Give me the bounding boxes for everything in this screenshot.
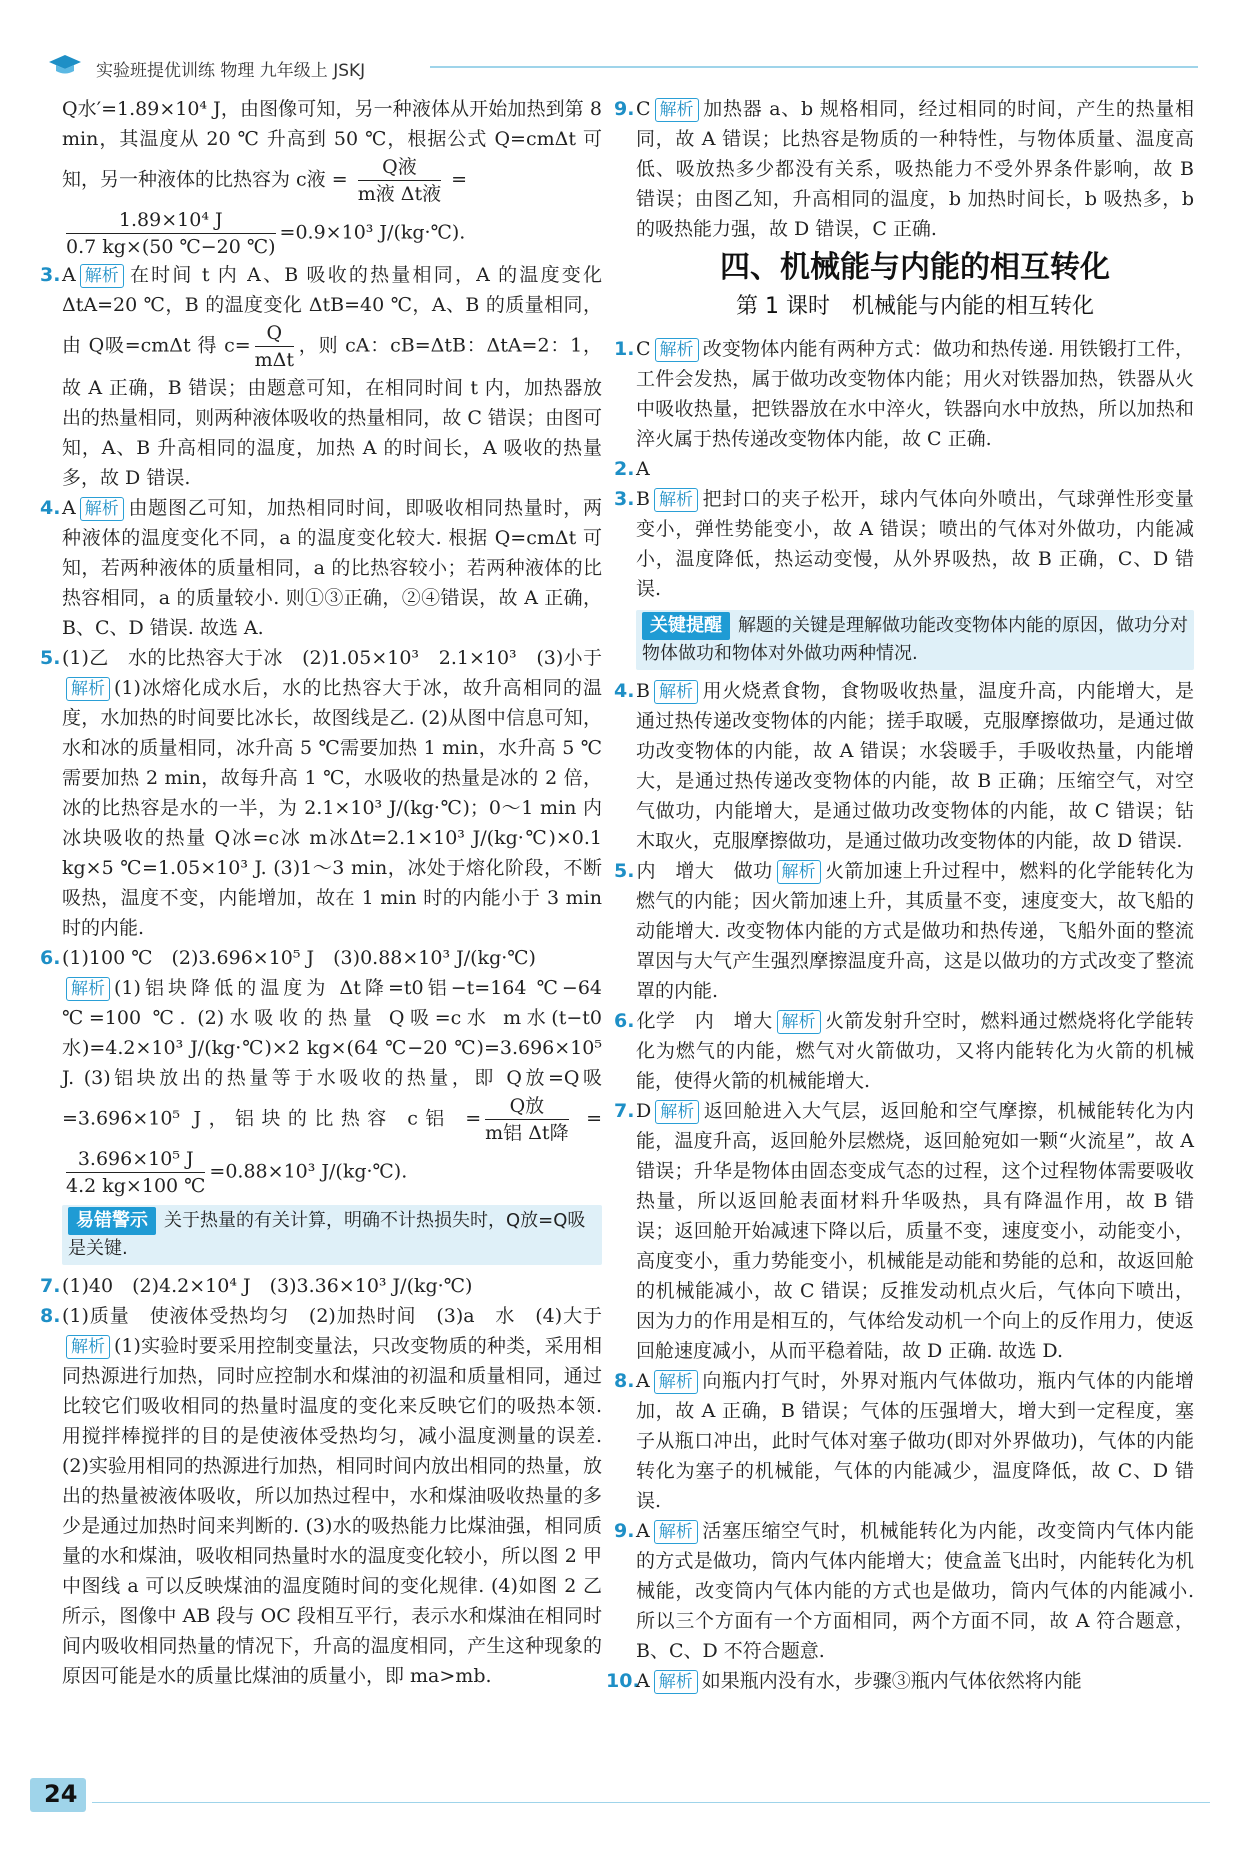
graduation-cap-icon <box>48 54 82 76</box>
answer-item-8: 8.A 解析 向瓶内打气时，外界对瓶内气体做功，瓶内气体的内能增加，故 A 正确，B 错误；气体的压强增大，增大到一定程度，塞子从瓶口冲出，此时气体对塞子做功(即对外界做功)，气体的内能转化为塞子的机械能，气体的内能减少，温度降低，故 C、D 错误. <box>614 1370 1194 1512</box>
header-divider <box>430 66 1198 68</box>
fraction: $\frac{\text{Q放}}{\text{m铝 Δt降}}$ <box>485 1095 569 1144</box>
fraction: $\frac{\text{1.89×10⁴ J}}{0.7 kg\times(50 ℃-20 ℃)}$ <box>66 209 276 258</box>
analysis-tag: 解析 <box>654 488 698 512</box>
answer-item-4: 4.B 解析 用火烧煮食物，食物吸收热量，温度升高，内能增大，是通过热传递改变物体的内能；搓手取暖，克服摩擦做功，是通过做功改变物体的内能，故 A 错误；水袋暖手，手吸收热量，内能增大，是通过热传递改变物体的内能，故 B 正确；压缩空气，对空气做功，内能增大，是通过做功改变物体的内能，故 C 错误；钻木取火，克服摩擦做功，是通过做功改变物体的内能，故 D 错误. <box>614 680 1194 852</box>
answer-item-9: 9.A 解析 活塞压缩空气时，机械能转化为内能，改变筒内气体内能的方式是做功，筒内气体内能增大；使盒盖飞出时，内能转化为机械能，改变筒内气体内能的方式也是做功，筒内气体的内能减小. 所以三个方面有一个方面相同，两个方面不同，故 A 符合题意，B、C、D 不符合题意. <box>614 1520 1194 1662</box>
analysis-tag: 解析 <box>777 1010 821 1034</box>
analysis-tag: 解析 <box>80 497 124 521</box>
left-column <box>40 94 602 1691</box>
analysis-tag: 解析 <box>777 860 821 884</box>
answer-item-6: 6.(1)100 ℃ (2)3.696×10⁵ J (3)0.88×10³ J/(kg·℃) 解析 (1)铝块降低的温度为 Δt降=t0铝−t=164 ℃−64 ℃=100 ℃. (2)水吸收的热量 Q吸=c水 m水(t−t0水)=4.2×10³ J/(kg·℃)×2 kg×(64 ℃−20 ℃)=3.696×10⁵ J. (3)铝块放出的热量等于水吸收的热量，即 Q放=Q吸=3.696×10⁵ J，铝块的比热容 c铝 = $\frac{\text{Q放}}{\text{m铝 Δt降}}$ = $\frac{\text{3.696×10⁵ J}}{4.2 kg\times 100 ℃}$ =0.88×10³ J/(kg·℃). <box>40 947 602 1197</box>
analysis-tag: 解析 <box>655 338 699 362</box>
answer-item-3: 3.B 解析 把封口的夹子松开，球内气体向外喷出，气球弹性形变量变小，弹性势能变小，故 A 错误；喷出的气体对外做功，内能减小，温度降低，热运动变慢，从外界吸热，故 B 正确，C、D 错误. <box>614 488 1194 600</box>
page-number: 24 <box>44 1780 78 1808</box>
tip-label: 易错警示 <box>68 1207 156 1235</box>
analysis-tag: 解析 <box>654 1520 698 1544</box>
tip-label: 关键提醒 <box>642 612 730 640</box>
answer-item-9: 9.C 解析 加热器 a、b 规格相同，经过相同的时间，产生的热量相同，故 A 错误；比热容是物质的一种特性，与物体质量、温度高低、吸放热多少都没有关系，吸热能力不受外界条件影响，故 B 错误；由图乙知，升高相同的温度，b 加热时间长，b 吸热多，b 的吸热能力强，故 D 错误，C 正确. <box>614 98 1194 240</box>
fraction: $\frac{Q}{\text{mΔt}}$ <box>254 322 295 371</box>
lesson-title: 第 1 课时 机械能与内能的相互转化 <box>736 294 1094 319</box>
error-warning-box: 易错警示 关于热量的有关计算，明确不计热损失时，Q放=Q吸是关键. <box>62 1205 602 1265</box>
analysis-tag: 解析 <box>654 1370 698 1394</box>
footer-divider <box>92 1802 1210 1803</box>
right-column <box>606 94 1194 1696</box>
page-header <box>48 52 1198 82</box>
analysis-tag: 解析 <box>654 680 698 704</box>
page-number-badge <box>30 1778 90 1816</box>
answer-item-2: 2.A <box>614 458 650 480</box>
answer-item-5: 5.(1)乙 水的比热容大于冰 (2)1.05×10³ 2.1×10³ (3)小于解析 (1)冰熔化成水后，水的比热容大于冰，故升高相同的温度，水加热的时间要比冰长，故图线是乙. (2)从图中信息可知，水和冰的质量相同，冰升高 5 ℃需要加热 1 min，水升高 5 ℃需要加热 2 min，故每升高 1 ℃，水吸收的热量是冰的 2 倍，冰的比热容是水的一半，为 2.1×10³ J/(kg·℃)；0～1 min 内冰块吸收的热量 Q冰=c冰 m冰Δt=2.1×10³ J/(kg·℃)×0.1 kg×5 ℃=1.05×10³ J. (3)1～3 min，冰处于熔化阶段，不断吸热，温度不变，内能增加，故在 1 min 时的内能小于 3 min 时的内能. <box>40 647 602 939</box>
answer-item-10: 10.A 解析 如果瓶内没有水，步骤③瓶内气体依然将内能 <box>606 1670 1082 1692</box>
fraction: $\frac{\text{Q液}}{\text{m液 Δt液}}$ <box>357 156 442 205</box>
section-title: 四、机械能与内能的相互转化 <box>720 250 1110 285</box>
analysis-tag: 解析 <box>66 677 110 701</box>
analysis-tag: 解析 <box>654 1670 698 1694</box>
answer-item-7: 7.D 解析 返回舱进入大气层，返回舱和空气摩擦，机械能转化为内能，温度升高，返回舱外层燃烧，返回舱宛如一颗“火流星”，故 A 错误；升华是物体由固态变成气态的过程，这个过程物体需要吸收热量，所以返回舱表面材料升华吸热，具有降温作用，故 B 错误；返回舱开始减速下降以后，质量不变，速度变小，动能变小，高度变小，重力势能变小，机械能是动能和势能的总和，故返回舱的机械能减小，故 C 错误；反推发动机点火后，气体向下喷出，因为力的作用是相互的，气体给发动机一个向上的反作用力，使返回舱速度减小，从而平稳着陆，故 D 正确. 故选 D. <box>614 1100 1194 1362</box>
fraction: $\frac{\text{3.696×10⁵ J}}{4.2 kg\times 100 ℃}$ <box>66 1148 206 1197</box>
answer-item-4: 4.A 解析 由题图乙可知，加热相同时间，即吸收相同热量时，两种液体的温度变化不同，a 的温度变化较大. 根据 Q=cmΔt 可知，若两种液体的质量相同，a 的比热容较小；若两种液体的比热容相同，a 的质量较小. 则①③正确，②④错误，故 A 正确，B、C、D 错误. 故选 A. <box>40 497 602 639</box>
analysis-tag: 解析 <box>66 977 110 1001</box>
answer-item-7: 7.(1)40 (2)4.2×10⁴ J (3)3.36×10³ J/(kg·℃) <box>40 1275 473 1297</box>
analysis-tag: 解析 <box>655 98 699 122</box>
answer-item-5: 5.内 增大 做功 解析 火箭加速上升过程中，燃料的化学能转化为燃气的内能；因火箭加速上升，其质量不变，速度变大，故飞船的动能增大. 改变物体内能的方式是做功和热传递，飞船外面的整流罩因与大气产生强烈摩擦温度升高，这是以做功的方式改变了整流罩的内能. <box>614 860 1194 1002</box>
answer-item-8: 8.(1)质量 使液体受热均匀 (2)加热时间 (3)a 水 (4)大于解析 (1)实验时要采用控制变量法，只改变物质的种类，采用相同热源进行加热，同时应控制水和煤油的初温和质量相同，通过比较它们吸收相同的热量时温度的变化来反映它们的吸热本领. 用搅拌棒搅拌的目的是使液体受热均匀，减小温度测量的误差. (2)实验用相同的热源进行加热，相同时间内放出相同的热量，放出的热量被液体吸收，所以加热过程中，水和煤油吸收热量的多少是通过加热时间来判断的. (3)水的吸热能力比煤油强，相同质量的水和煤油，吸收相同热量时水的温度变化较小，所以图 2 甲中图线 a 可以反映煤油的温度随时间的变化规律. (4)如图 2 乙所示，图像中 AB 段与 OC 段相互平行，表示水和煤油在相同时间内吸收相同热量的情况下，升高的温度相同，产生这种现象的原因可能是水的质量比煤油的质量小，即 ma>mb. <box>40 1305 602 1687</box>
analysis-tag: 解析 <box>655 1100 699 1124</box>
header-title: 实验班提优训练 物理 九年级上 JSKJ <box>96 61 366 81</box>
analysis-tag: 解析 <box>80 264 124 288</box>
continued-result: $\frac{\text{1.89×10⁴ J}}{0.7 kg\times(50 ℃-20 ℃)}$ =0.9×10³ J/(kg·℃). <box>66 209 466 258</box>
key-reminder-box: 关键提醒 解题的关键是理解做功能改变物体内能的原因，做功分对物体做功和物体对外做功两种情况. <box>636 610 1194 670</box>
answer-item-6: 6.化学 内 增大 解析 火箭发射升空时，燃料通过燃烧将化学能转化为燃气的内能，燃气对火箭做功，又将内能转化为火箭的机械能，使得火箭的机械能增大. <box>614 1010 1194 1092</box>
answer-item-3: 3.A 解析 在时间 t 内 A、B 吸收的热量相同，A 的温度变化 ΔtA=20 ℃，B 的温度变化 ΔtB=40 ℃，A、B 的质量相同，由 Q吸=cmΔt 得 c= $\frac{Q}{\text{mΔt}}$ ，则 cA：cB=ΔtB：ΔtA=2：1，故 A 正确，B 错误；由题意可知，在相同时间 t 内，加热器放出的热量相同，则两种液体吸收的热量相同，故 C 错误；由图可知，A、B 升高相同的温度，加热 A 的时间长，A 吸收的热量多，故 D 错误. <box>40 264 602 489</box>
analysis-tag: 解析 <box>66 1335 110 1359</box>
continued-answer: Q水′=1.89×10⁴ J，由图像可知，另一种液体从开始加热到第 8 min，其温度从 20 ℃ 升高到 50 ℃，根据公式 Q=cmΔt 可知，另一种液体的比热容为 c液 = $\frac{\text{Q液}}{\text{m液 Δt液}}$ = <box>62 98 602 205</box>
answer-item-1: 1.C 解析 改变物体内能有两种方式：做功和热传递. 用铁锻打工件，工件会发热，属于做功改变物体内能；用火对铁器加热，铁器从火中吸收热量，把铁器放在水中淬火，铁器向水中放热，所以加热和淬火属于热传递改变物体内能，故 C 正确. <box>614 338 1194 450</box>
